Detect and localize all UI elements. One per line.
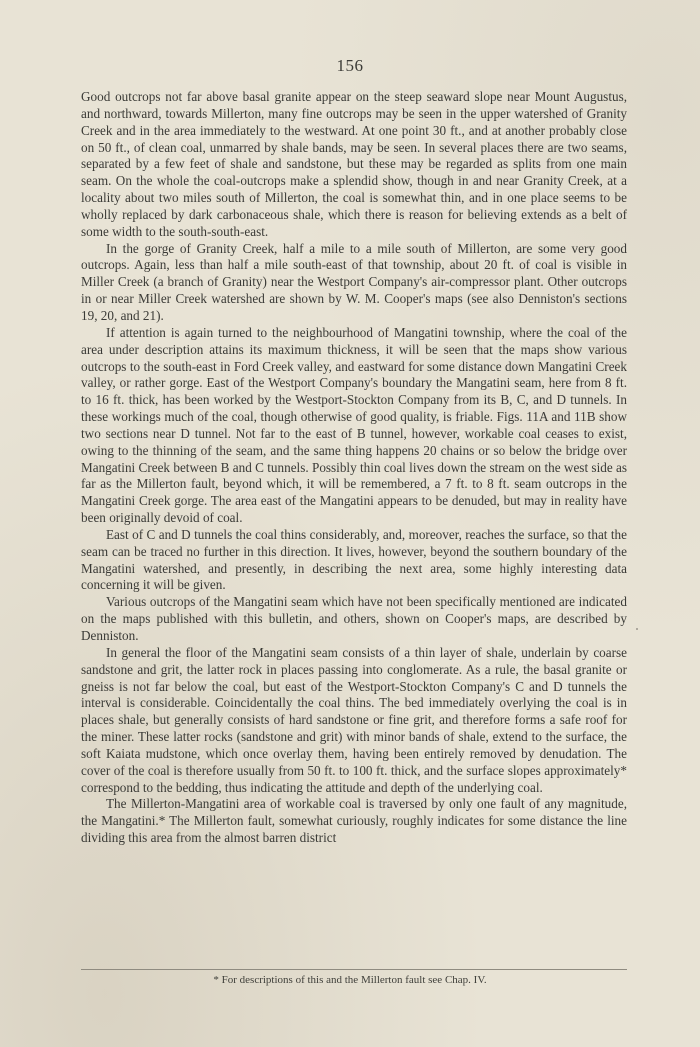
paragraph-4: East of C and D tunnels the coal thins considerably, and, moreover, reaches the surface, so that the seam can be traced no further in this direction. It lives, however, beyond the southern boundary of the Mangatini watershed, and presently, in describing the next area, some highly interesting data concerning it will be given.	[81, 526, 627, 593]
body-text	[81, 89, 627, 847]
paragraph-7: The Millerton-Mangatini area of workable coal is traversed by only one fault of any magnitude, the Mangatini.* The Millerton fault, somewhat curiously, roughly indicates for some distance the line dividing this area from the almost barren district	[81, 796, 627, 846]
paragraph-6: In general the floor of the Mangatini seam consists of a thin layer of shale, underlain by coarse sandstone and grit, the latter rock in places passing into conglomerate. As a rule, the basal granite or gneiss is not far below the coal, but east of the Westport-Stockton Company's C and D tunnels the interval is considerable. Coincidentally the coal thins. The bed immediately overlying the coal is in places shale, but generally consists of hard sandstone or fine grit, and therefore forms a safe roof for the miner. These latter rocks (sandstone and grit) with minor bands of shale, extend to the surface, the soft Kaiata mudstone, which once overlay them, having been entirely removed by denudation. The cover of the coal is therefore usually from 50 ft. to 100 ft. thick, and the surface slopes approximately* correspond to the bedding, thus indicating the attitude and depth of the underlying coal.	[81, 644, 627, 795]
paragraph-1: Good outcrops not far above basal granite appear on the steep seaward slope near Mount Augustus, and northward, towards Millerton, many fine outcrops may be seen in the upper watershed of Granity Creek and in the area immediately to the westward. At one point 30 ft., and at another probably close on 50 ft., of clean coal, unmarred by shale bands, may be seen. In several places there are two seams, separated by a few feet of shale and sandstone, but these may be regarded as splits from one main seam. On the whole the coal-outcrops make a splendid show, though in and near Granity Creek, at a locality about two miles south of Millerton, the coal is somewhat thin, and in one place seems to be wholly replaced by dark carbonaceous shale, which there is reason for believing extends as a belt of some width to the south-south-east.	[81, 89, 627, 239]
paper-speck	[636, 628, 638, 630]
footnote: * For descriptions of this and the Millerton fault see Chap. IV.	[213, 974, 487, 986]
paragraph-5: Various outcrops of the Mangatini seam which have not been specifically mentioned are indicated on the maps published with this bulletin, and others, shown on Cooper's maps, are described by Denniston.	[81, 594, 627, 643]
page-number: 156	[336, 56, 364, 75]
paragraph-3: If attention is again turned to the neighbourhood of Mangatini township, where the coal of the area under description attains its maximum thickness, it will be seen that the maps show various outcrops to the south-east in Ford Creek valley, and eastward for some distance down Mangatini Creek valley, or rather gorge. East of the Westport Company's boundary the Mangatini seam, here from 8 ft. to 16 ft. thick, has been worked by the Westport-Stockton Company from its B, C, and D tunnels. In these workings much of the coal, though otherwise of good quality, is friable. Figs. 11A and 11B show two sections near D tunnel. Not far to the east of B tunnel, however, workable coal ceases to exist, owing to the thinning of the seam, and the same thing happens 20 chains or so below the bridge over Mangatini Creek between B and C tunnels. Possibly thin coal lives down the stream on the west side as far as the Millerton fault, beyond which, it will be remembered, a 7 ft. to 8 ft. seam outcrops in the Mangatini Creek gorge. The area east of the Mangatini appears to be denuded, but may in reality have been originally devoid of coal.	[81, 324, 627, 526]
paragraph-2: In the gorge of Granity Creek, half a mile to a mile south of Millerton, are some very good outcrops. Again, less than half a mile south-east of that township, about 20 ft. of coal is visible in Miller Creek (a branch of Granity) near the Westport Company's air-compressor plant. Other outcrops in or near Miller Creek watershed are shown by W. M. Cooper's maps (see also Denniston's sections 19, 20, and 21).	[81, 240, 627, 323]
footnote-divider	[81, 969, 627, 970]
